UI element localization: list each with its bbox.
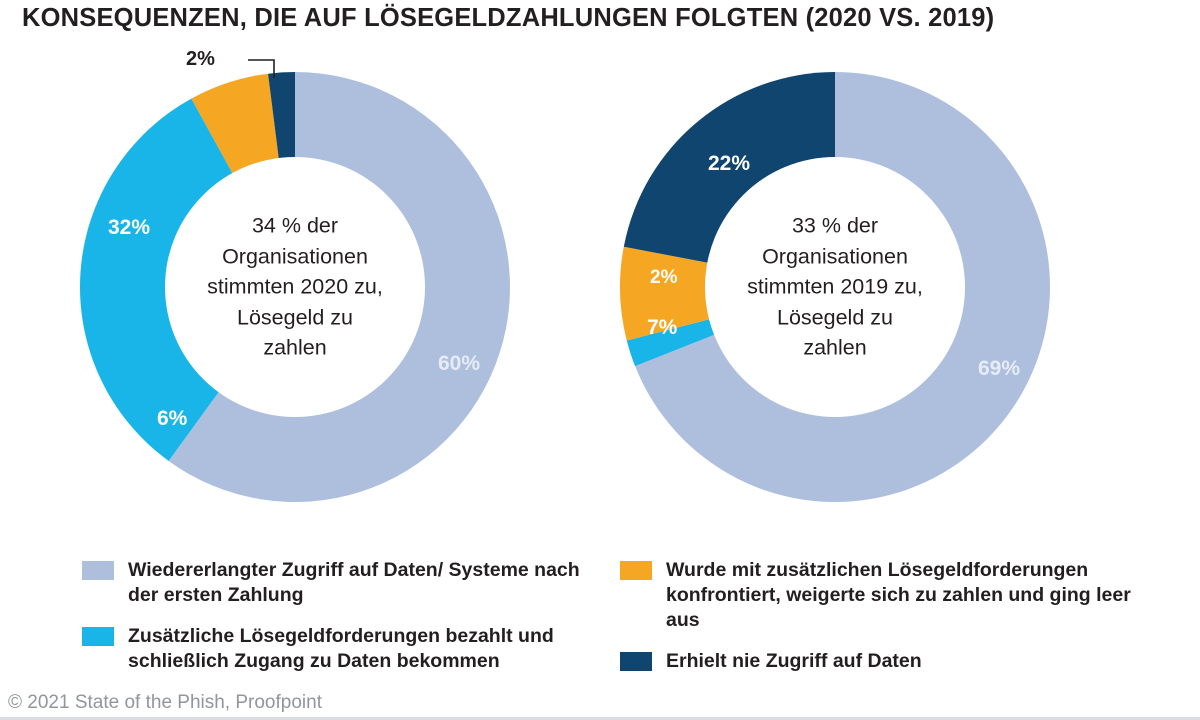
center-line-1: 33 % der [791,213,879,238]
page-title: KONSEQUENZEN, DIE AUF LÖSEGELDZAHLUNGEN FOLGTEN (2020 VS. 2019) [22,4,995,32]
legend-item-label: Wurde mit zusätzlichen Lösegeldforderungen konfrontiert, weigerte sich zu zahlen und ging leer aus [666,559,1131,631]
donut-hole-2020 [165,157,425,417]
legend-column-left [82,558,642,690]
charts-container [0,48,1200,522]
donut-2020-svg [60,52,530,522]
slice-label-2020-2: 2% [186,48,215,70]
legend-item-paid-more [82,624,642,674]
legend-swatch-icon [82,561,114,580]
center-line-2: Organisationen [222,244,368,269]
center-line-4: Lösegeld zu [237,305,353,330]
donut-chart-2020 [60,48,530,522]
legend-item-refused [620,558,1180,633]
center-line-5: zahlen [803,335,867,360]
legend-item-recovered [82,558,642,608]
legend-swatch-icon [620,652,652,671]
legend-item-label: Wiedererlangter Zugriff auf Daten/ Systeme nach der ersten Zahlung [128,559,580,606]
center-line-3: stimmten 2020 zu, [207,274,383,299]
legend-item-label: Zusätzliche Lösegeldforderungen bezahlt und schließlich Zugang zu Daten bekommen [128,624,554,672]
legend [0,558,1200,708]
slice-label-2019-69: 69% [978,357,1021,380]
slice-label-2019-2: 2% [650,267,678,288]
legend-item-never-access [620,649,1180,674]
slice-label-2020-32: 32% [108,216,151,239]
legend-column-right [620,558,1180,690]
slice-label-2019-7: 7% [647,316,678,339]
slice-label-2020-6: 6% [157,407,188,430]
legend-item-label: Erhielt nie Zugriff auf Daten [666,649,922,672]
donut-chart-2019 [600,52,1070,522]
copyright-watermark: © 2021 State of the Phish, Proofpoint [8,692,322,713]
slice-label-2019-22: 22% [708,152,751,175]
legend-swatch-icon [82,627,114,646]
center-line-2: Organisationen [762,244,908,269]
center-line-3: stimmten 2019 zu, [747,274,923,299]
center-line-1: 34 % der [251,213,339,238]
slice-label-2020-60: 60% [438,352,481,375]
center-line-4: Lösegeld zu [777,305,893,330]
center-line-5: zahlen [263,335,327,360]
donut-hole-2019 [705,157,965,417]
legend-swatch-icon [620,561,652,580]
